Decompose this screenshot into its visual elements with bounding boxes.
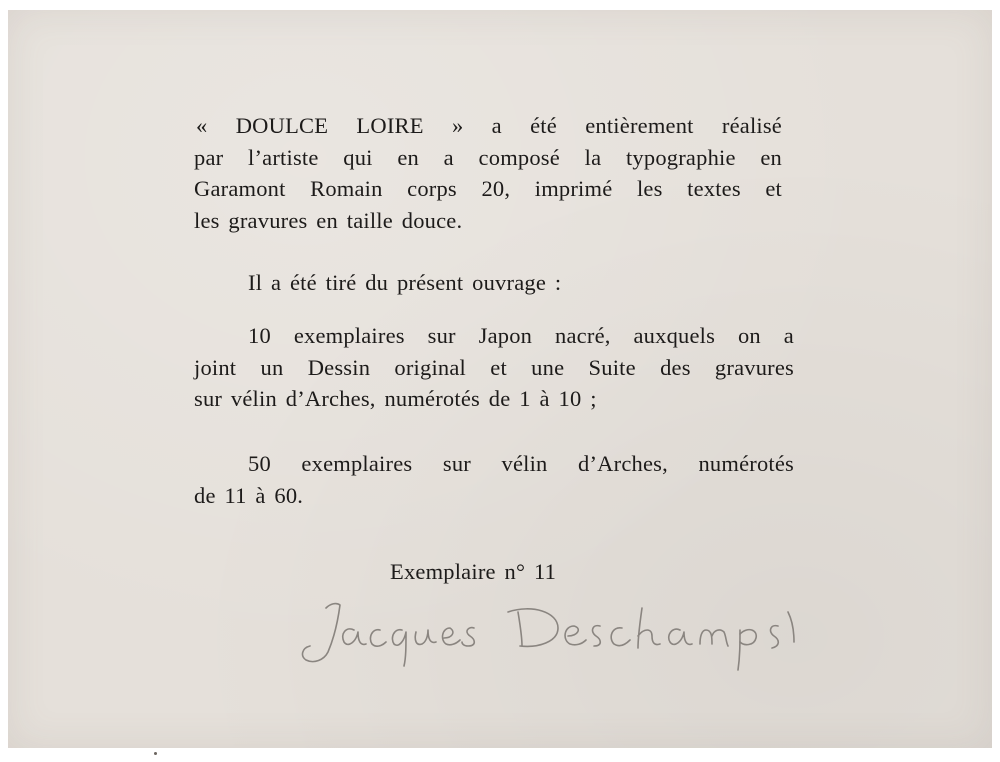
colophon-paragraph-2 [248,267,728,299]
colophon-line: « DOULCE LOIRE » a été entièrement réalisé [196,113,782,138]
colophon-line: 50 exemplaires sur vélin d’Arches, numérotés [248,451,794,476]
colophon-paragraph-4 [194,448,794,511]
colophon-line: joint un Dessin original et une Suite des gravures [194,354,794,380]
colophon-line: Il a été tiré du présent ouvrage : [248,270,562,295]
colophon-line: sur vélin d’Arches, numérotés de 1 à 10 ; [194,386,597,411]
colophon-line: les gravures en taille douce. [194,207,463,233]
colophon-page [8,10,992,748]
copy-number [390,556,690,588]
copy-number-label: Exemplaire n° 11 [390,559,557,584]
colophon-line: 10 exemplaires sur Japon nacré, auxquels on a [248,323,794,348]
colophon-paragraph-3 [194,320,794,415]
paper-speck [154,752,157,755]
handwritten-signature [296,590,816,680]
colophon-line: par l’artiste qui en a composé la typographie en [194,144,782,170]
colophon-paragraph-1 [194,110,782,236]
colophon-line: de 11 à 60. [194,482,304,508]
colophon-line: Garamont Romain corps 20, imprimé les textes et [194,176,782,201]
